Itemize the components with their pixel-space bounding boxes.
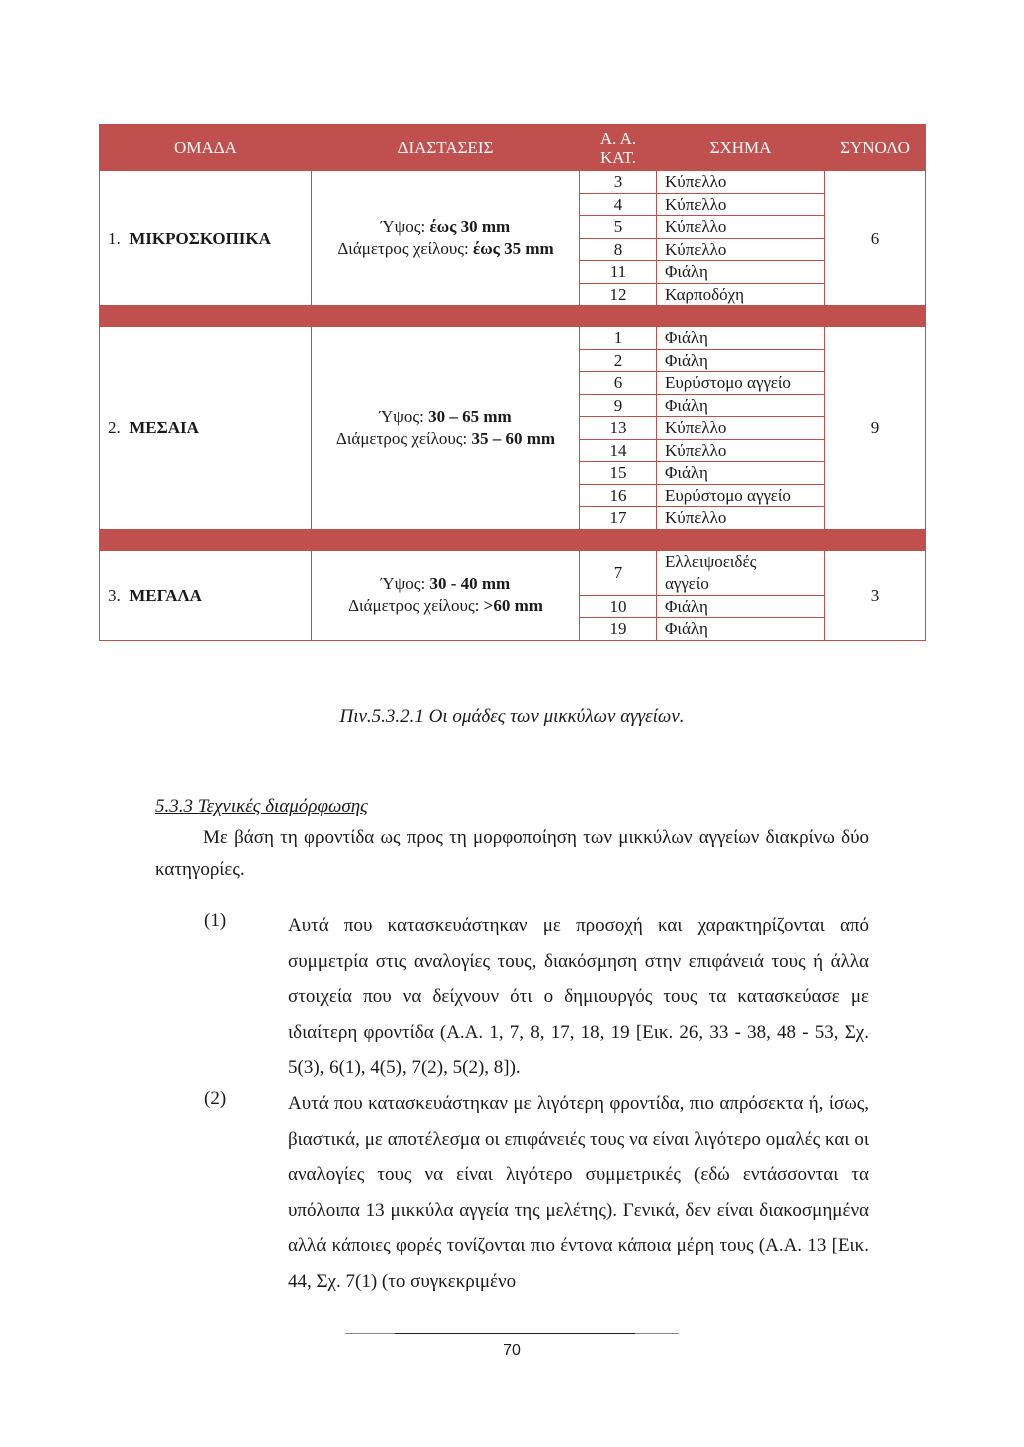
- aa-cell: 8: [580, 238, 657, 261]
- section-heading: 5.3.3 Τεχνικές διαμόρφωσης: [155, 796, 368, 817]
- aa-cell: 13: [580, 417, 657, 440]
- group-name-cell: [100, 327, 312, 530]
- height-value: 30 - 40 mm: [429, 574, 511, 593]
- separator-bar: [100, 306, 926, 327]
- shape-cell: Κύπελλο: [657, 417, 825, 440]
- header-aa-line1: Α. Α.: [599, 128, 637, 148]
- list-item-number: (2): [204, 1088, 227, 1109]
- group-dimensions-cell: [312, 171, 580, 306]
- page-number: 70: [503, 1342, 521, 1359]
- list-item-number: (1): [204, 910, 227, 931]
- shape-cell: Κύπελλο: [657, 193, 825, 216]
- group-name: ΜΙΚΡΟΣΚΟΠΙΚΑ: [129, 228, 271, 248]
- diameter-label: Διάμετρος χείλους:: [335, 428, 468, 448]
- height-value: έως 30 mm: [429, 217, 511, 236]
- shape-cell: Φιάλη: [657, 349, 825, 372]
- aa-cell: 17: [580, 507, 657, 530]
- group-total: 6: [825, 171, 926, 306]
- diameter-label: Διάμετρος χείλους:: [337, 239, 469, 258]
- header-aa-line2: ΚΑΤ.: [599, 147, 637, 167]
- group-total: 9: [825, 327, 926, 530]
- group-name: ΜΕΣΑΙΑ: [129, 418, 199, 438]
- shape-cell: Φιάλη: [657, 462, 825, 485]
- height-label: Ύψος:: [380, 217, 426, 236]
- list-item-text: Αυτά που κατασκευάστηκαν με προσοχή και χαρακτηρίζονται από συμμετρία στις αναλογίες τους, διακόσμηση στην επιφάνειά τους ή άλλα στοιχεία που να δείχνουν ότι ο δημιουργός τους τα κατασκεύασε με ιδιαίτερη φροντίδα (Α.Α. 1, 7, 8, 17, 18, 19 [Εικ. 26, 33 - 38, 48 - 53, Σχ. 5(3), 6(1), 4(5), 7(2), 5(2), 8]).: [288, 915, 869, 1079]
- table-header-row: [100, 125, 926, 171]
- table-caption: Πιν.5.3.2.1 Οι ομάδες των μικκύλων αγγείων.: [339, 706, 685, 727]
- shape-line2: αγγείο: [665, 573, 709, 593]
- header-total: ΣΥΝΟΛΟ: [825, 125, 926, 171]
- shape-line1: Ελλειψοειδές: [665, 551, 757, 571]
- aa-cell: 4: [580, 193, 657, 216]
- diameter-value: έως 35 mm: [472, 239, 554, 258]
- aa-cell: 5: [580, 216, 657, 239]
- aa-cell: 12: [580, 283, 657, 306]
- group-separator: [100, 306, 926, 327]
- group-separator: [100, 529, 926, 550]
- aa-cell: 1: [580, 327, 657, 350]
- diameter-label: Διάμετρος χείλους:: [348, 596, 480, 615]
- shape-cell: Κύπελλο: [657, 216, 825, 239]
- height-label: Ύψος:: [379, 406, 424, 426]
- group-number: 2.: [108, 418, 121, 438]
- group-dimensions-cell: [312, 550, 580, 640]
- header-shape: ΣΧΗΜΑ: [657, 125, 825, 171]
- aa-cell: 9: [580, 394, 657, 417]
- header-dimensions: ΔΙΑΣΤΑΣΕΙΣ: [312, 125, 580, 171]
- intro-paragraph: Με βάση τη φροντίδα ως προς τη μορφοποίηση των μικκύλων αγγείων διακρίνω δύο κατηγορίες.: [155, 827, 869, 880]
- shape-cell: [657, 550, 825, 595]
- height-label: Ύψος:: [380, 574, 426, 593]
- shape-cell: Κύπελλο: [657, 238, 825, 261]
- group-number: 3.: [108, 585, 121, 605]
- shape-cell: Φιάλη: [657, 394, 825, 417]
- diameter-value: >60 mm: [483, 596, 543, 615]
- shape-cell: Κύπελλο: [657, 507, 825, 530]
- aa-cell: 10: [580, 595, 657, 618]
- group-name: ΜΕΓΑΛΑ: [129, 585, 202, 605]
- vessel-groups-table: [99, 124, 926, 641]
- footer-divider-accent: [395, 1333, 635, 1334]
- diameter-value: 35 – 60 mm: [471, 428, 556, 448]
- aa-cell: 15: [580, 462, 657, 485]
- aa-cell: 16: [580, 484, 657, 507]
- separator-bar: [100, 529, 926, 550]
- group-name-cell: [100, 550, 312, 640]
- header-aa: [580, 125, 657, 171]
- group-total: 3: [825, 550, 926, 640]
- aa-cell: 11: [580, 261, 657, 284]
- header-group: ΟΜΑΔΑ: [100, 125, 312, 171]
- aa-cell: 14: [580, 439, 657, 462]
- table-row: [100, 171, 926, 194]
- aa-cell: 2: [580, 349, 657, 372]
- list-item-text: Αυτά που κατασκευάστηκαν με λιγότερη φροντίδα, πιο απρόσεκτα ή, ίσως, βιαστικά, με αποτέλεσμα οι επιφάνειές τους να είναι λιγότερο ομαλές και οι αναλογίες τους να είναι λιγότερο συμμετρικές (εδώ εντάσσονται τα υπόλοιπα 13 μικκύλα αγγεία της μελέτης). Γενικά, δεν είναι διακοσμημένα αλλά κάποιες φορές τονίζονται πιο έντονα κάποια μέρη τους (Α.Α. 13 [Εικ. 44, Σχ. 7(1) (το συγκεκριμένο: [288, 1093, 869, 1292]
- shape-cell: Φιάλη: [657, 618, 825, 641]
- aa-cell: 19: [580, 618, 657, 641]
- shape-cell: Ευρύστομο αγγείο: [657, 484, 825, 507]
- shape-cell: Καρποδόχη: [657, 283, 825, 306]
- group-dimensions-cell: [312, 327, 580, 530]
- group-number: 1.: [108, 228, 121, 248]
- aa-cell: 3: [580, 171, 657, 194]
- shape-cell: Κύπελλο: [657, 439, 825, 462]
- shape-cell: Ευρύστομο αγγείο: [657, 372, 825, 395]
- shape-cell: Φιάλη: [657, 261, 825, 284]
- height-value: 30 – 65 mm: [428, 406, 512, 426]
- group-name-cell: [100, 171, 312, 306]
- shape-cell: Φιάλη: [657, 327, 825, 350]
- aa-cell: 7: [580, 550, 657, 595]
- aa-cell: 6: [580, 372, 657, 395]
- table-row: [100, 550, 926, 595]
- shape-cell: Φιάλη: [657, 595, 825, 618]
- shape-cell: Κύπελλο: [657, 171, 825, 194]
- table-row: [100, 327, 926, 350]
